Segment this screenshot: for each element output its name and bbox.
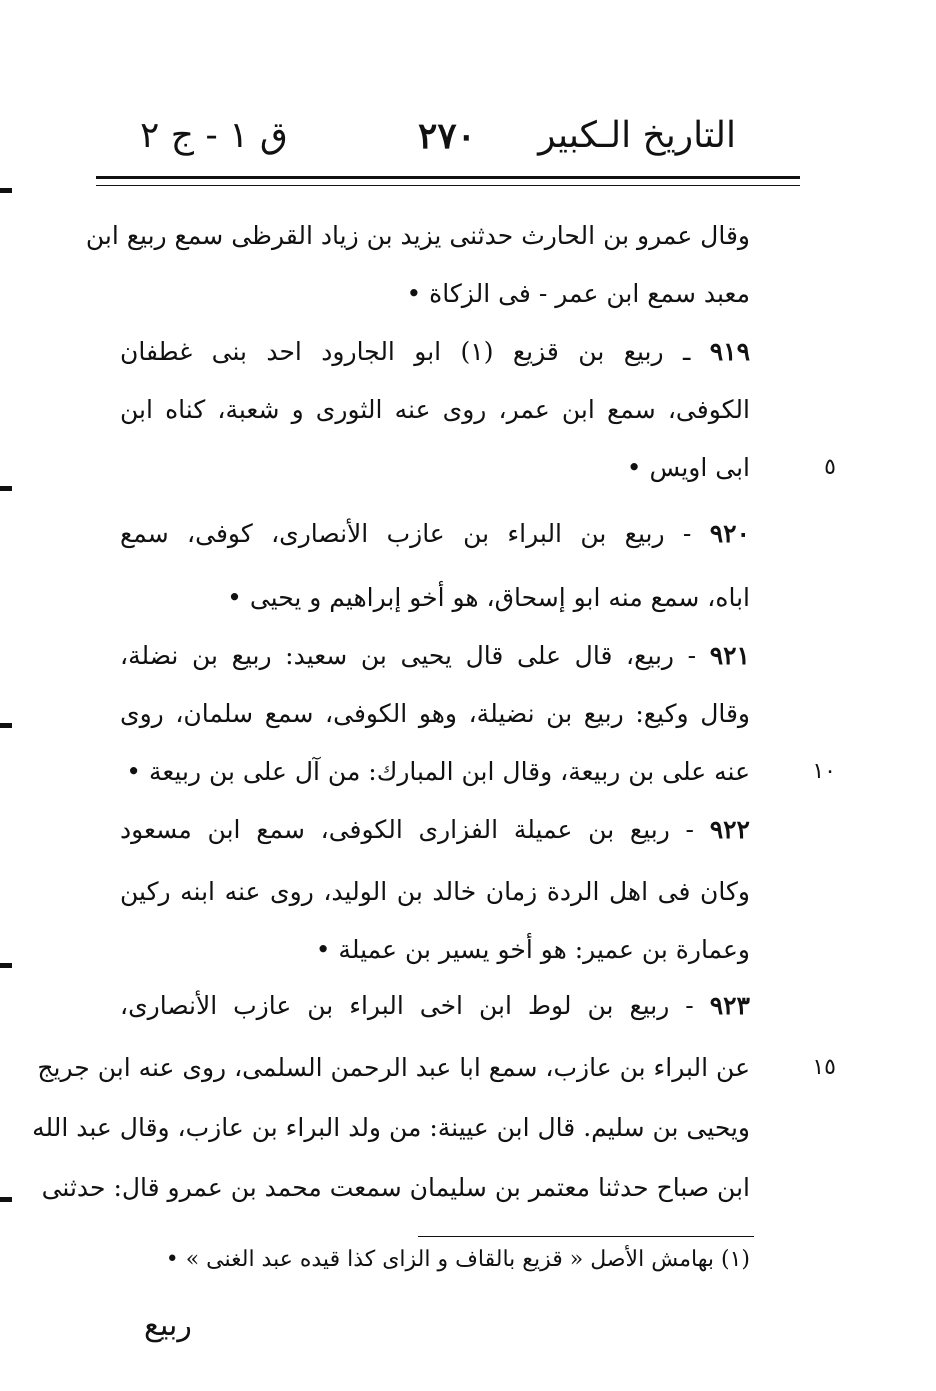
text-line: معبد سمع ابن عمر - فى الزكاة • <box>406 279 750 308</box>
header-rule-thin <box>96 185 800 186</box>
margin-mark <box>0 723 12 728</box>
entry-number: ٩٢٠ <box>709 519 750 548</box>
page-number: ٢٧٠ <box>418 115 477 157</box>
text-line: عنه على بن ربيعة، وقال ابن المبارك: من آل على بن ربيعة • <box>126 757 750 786</box>
text-line: ٩٢٠ - ربيع بن البراء بن عازب الأنصارى، كوفى، سمع <box>120 519 750 548</box>
text-line: وقال عمرو بن الحارث حدثنى يزيد بن زياد القرظى سمع ربيع ابن <box>85 221 750 250</box>
text-line: الكوفى، سمع ابن عمر، روى عنه الثورى و شعبة، كناه ابن <box>120 395 750 424</box>
header-rule-thick <box>96 176 800 179</box>
entry-number: ٩٢٣ <box>709 991 750 1020</box>
entry-number: ٩٢١ <box>709 641 750 670</box>
line-number: ٥ <box>824 455 836 480</box>
margin-mark <box>0 1197 12 1202</box>
text-line: وكان فى اهل الردة زمان خالد بن الوليد، روى عنه ابنه ركين <box>120 877 750 906</box>
text-line: ابى اويس • <box>626 453 750 482</box>
text-line: ٩٢٣ - ربيع بن لوط ابن اخى البراء بن عازب الأنصارى، <box>120 991 750 1020</box>
margin-mark <box>0 188 12 193</box>
text-line: ٩١٩ ـ ربيع بن قزيع (١) ابو الجارود احد بنى غطفان <box>120 337 751 366</box>
catchword: ربيع <box>144 1308 192 1343</box>
text-line: وقال وكيع: ربيع بن نضيلة، وهو الكوفى، سمع سلمان، روى <box>120 699 750 728</box>
running-title: التاريخ الـكبير <box>538 115 736 156</box>
text-line: عن البراء بن عازب، سمع ابا عبد الرحمن السلمى، روى عنه ابن جريج <box>37 1053 750 1082</box>
footnote: (١) بهامش الأصل « قزيع بالقاف و الزاى كذا قيده عبد الغنى » • <box>165 1247 750 1272</box>
footnote-rule <box>418 1236 754 1237</box>
entry-number: ٩١٩ <box>709 337 751 366</box>
volume-label: ق ١ - ج ٢ <box>140 115 288 156</box>
text-line: ويحيى بن سليم. قال ابن عيينة: من ولد البراء بن عازب، وقال عبد الله <box>32 1113 750 1142</box>
text-line: ٩٢١ - ربيع، قال على قال يحيى بن سعيد: ربيع بن نضلة، <box>120 641 750 670</box>
text-line: اباه، سمع منه ابو إسحاق، هو أخو إبراهيم و يحيى • <box>227 583 750 612</box>
entry-number: ٩٢٢ <box>709 815 750 844</box>
line-number: ١٠ <box>812 759 836 784</box>
margin-mark <box>0 486 12 491</box>
margin-mark <box>0 963 12 968</box>
text-line: ٩٢٢ - ربيع بن عميلة الفزارى الكوفى، سمع ابن مسعود <box>120 815 750 844</box>
text-line: ابن صباح حدثنا معتمر بن سليمان سمعت محمد بن عمرو قال: حدثنى <box>41 1173 750 1202</box>
line-number: ١٥ <box>812 1055 836 1080</box>
text-line: وعمارة بن عمير: هو أخو يسير بن عميلة • <box>315 935 750 964</box>
